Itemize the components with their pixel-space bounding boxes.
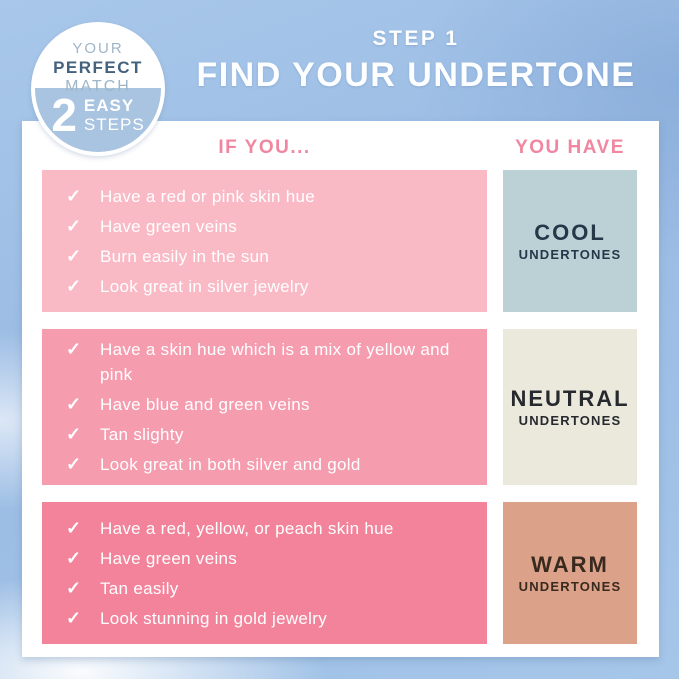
checklist-item xyxy=(66,337,477,387)
badge-line-perfect: PERFECT xyxy=(53,58,143,77)
badge-step-number: 2 xyxy=(51,89,77,141)
check-icon: ✓ xyxy=(66,394,82,414)
table-row-cool xyxy=(42,170,637,312)
check-icon: ✓ xyxy=(66,424,82,444)
checklist-neutral xyxy=(42,329,487,485)
check-icon: ✓ xyxy=(66,245,82,266)
badge-steps-label: STEPS xyxy=(83,115,145,134)
check-icon: ✓ xyxy=(66,577,82,598)
undertone-sub-label: UNDERTONES xyxy=(518,246,622,262)
undertone-sub-label: UNDERTONES xyxy=(518,412,622,428)
checklist-item-text: Burn easily in the sun xyxy=(100,246,270,266)
badge-line-your: YOUR xyxy=(72,40,124,57)
checklist-item xyxy=(66,576,477,601)
checklist-item xyxy=(66,422,477,447)
badge-steps-text xyxy=(35,89,161,141)
checklist-item xyxy=(66,214,477,239)
checklist-item xyxy=(66,516,477,541)
checklist-item-text: Tan easily xyxy=(100,578,179,598)
checklist-item xyxy=(66,244,477,269)
checklist-item-text: Have green veins xyxy=(100,216,238,236)
badge-line-match: MATCH xyxy=(65,78,131,95)
badge-top-text xyxy=(35,40,161,96)
checklist-item-text: Look stunning in gold jewelry xyxy=(100,608,328,628)
badge-easy-label: EASY xyxy=(83,96,135,115)
check-icon: ✓ xyxy=(66,275,82,296)
swatch-warm-undertones xyxy=(503,502,637,644)
checklist-item-text: Have green veins xyxy=(100,548,238,568)
checklist-item-text: Have a red or pink skin hue xyxy=(100,186,316,206)
badge-steps-lines xyxy=(84,96,145,134)
checklist-item-text: Tan slighty xyxy=(100,425,184,444)
check-icon: ✓ xyxy=(66,547,82,568)
undertone-sub-label: UNDERTONES xyxy=(518,578,622,594)
checklist-item xyxy=(66,184,477,209)
checklist-item-text: Have a red, yellow, or peach skin hue xyxy=(100,518,394,538)
header xyxy=(170,27,662,95)
table-row-warm xyxy=(42,502,637,644)
checklist-item xyxy=(66,274,477,299)
step-label: STEP 1 xyxy=(372,27,460,50)
checklist-item-text: Have a skin hue which is a mix of yellow and pink xyxy=(100,340,450,384)
undertone-name: WARM xyxy=(531,551,609,577)
perfect-match-badge xyxy=(31,22,165,156)
table-row-neutral xyxy=(42,329,637,485)
checklist-item-text: Have blue and green veins xyxy=(100,395,310,414)
column-header-if-you: IF YOU... xyxy=(218,137,311,158)
undertone-name: NEUTRAL xyxy=(510,385,630,411)
checklist-item xyxy=(66,452,477,477)
checklist-item xyxy=(66,546,477,571)
check-icon: ✓ xyxy=(66,517,82,538)
checklist-warm xyxy=(42,502,487,644)
check-icon: ✓ xyxy=(66,454,82,474)
checklist-item-text: Look great in silver jewelry xyxy=(100,276,309,296)
swatch-cool-undertones xyxy=(503,170,637,312)
swatch-neutral-undertones xyxy=(503,329,637,485)
check-icon: ✓ xyxy=(66,607,82,628)
badge-inner-circle xyxy=(35,26,161,152)
checklist-item-text: Look great in both silver and gold xyxy=(100,455,361,474)
checklist-cool xyxy=(42,170,487,312)
undertone-name: COOL xyxy=(534,219,606,245)
page-title: FIND YOUR UNDERTONE xyxy=(196,56,636,94)
checklist-item xyxy=(66,606,477,631)
checklist-item xyxy=(66,392,477,417)
undertone-card xyxy=(22,121,659,657)
check-icon: ✓ xyxy=(66,185,82,206)
check-icon: ✓ xyxy=(66,215,82,236)
check-icon: ✓ xyxy=(66,339,82,359)
column-header-you-have: YOU HAVE xyxy=(515,137,625,158)
